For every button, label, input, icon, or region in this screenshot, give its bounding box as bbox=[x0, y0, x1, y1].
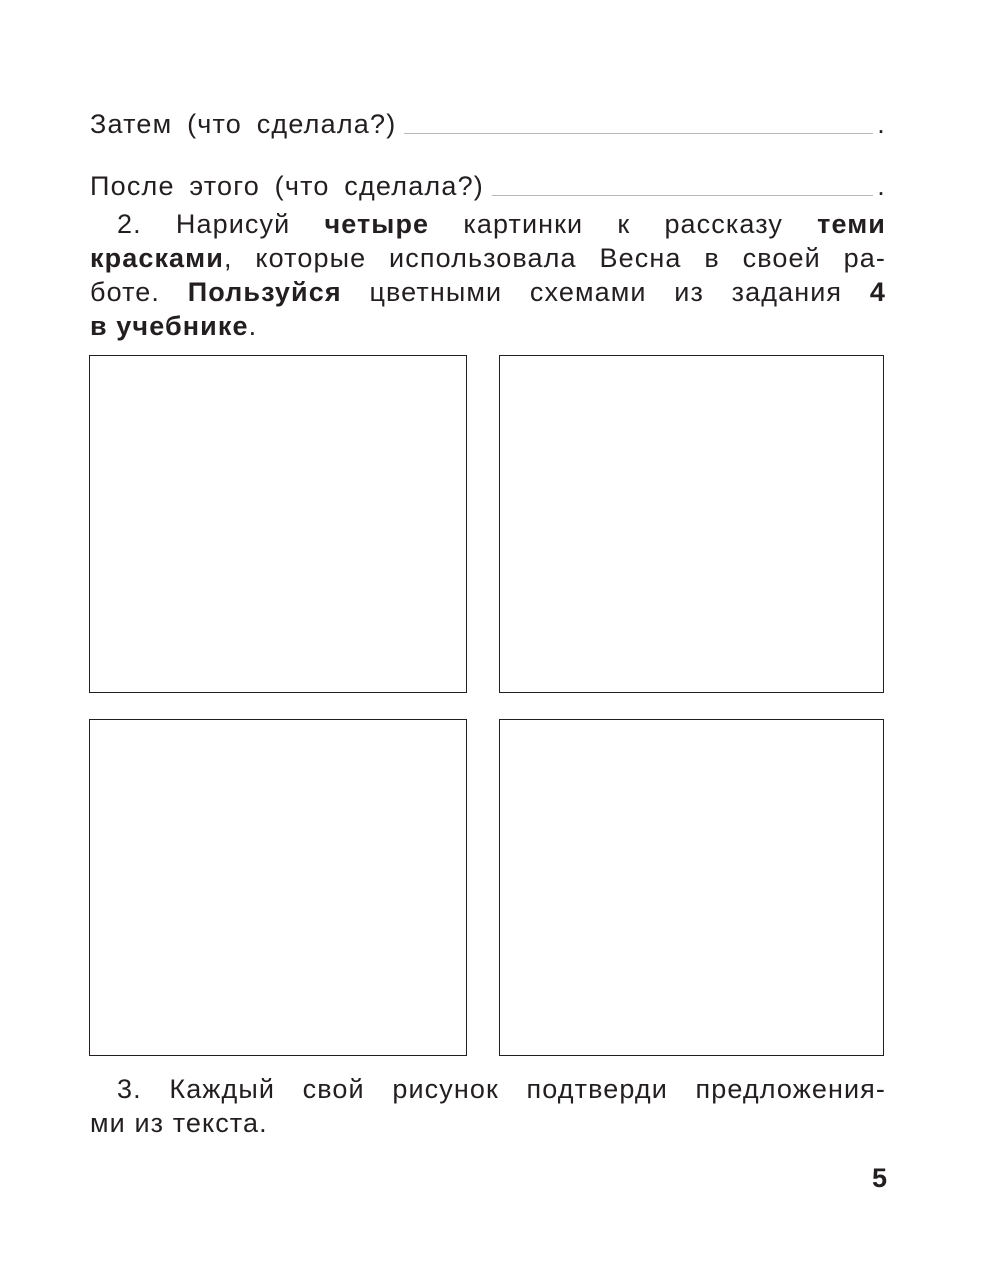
task-3-text bbox=[90, 1072, 886, 1140]
task-3-line-1: 3. Каждый свой рисунок подтверди предложения- bbox=[117, 1074, 886, 1104]
page-number: 5 bbox=[871, 1163, 887, 1193]
fill-line-then bbox=[90, 100, 886, 140]
drawing-box-4[interactable] bbox=[499, 719, 884, 1056]
prompt-after: После этого (что сделала?) bbox=[90, 171, 484, 201]
bold-word: теми bbox=[817, 209, 886, 239]
task-2-line-4: в учебнике. bbox=[90, 311, 258, 341]
bold-word: 4 bbox=[869, 277, 887, 307]
task-2-line-3: боте. Пользуйся цветными схемами из задания 4 bbox=[90, 277, 887, 307]
bold-word: Пользуйся bbox=[187, 277, 342, 307]
bold-word: четыре bbox=[324, 209, 430, 239]
bold-word: в учебнике bbox=[90, 311, 249, 341]
prompt-then: Затем (что сделала?) bbox=[90, 109, 397, 139]
answer-blank-after[interactable] bbox=[492, 195, 873, 196]
task-2-text bbox=[90, 207, 886, 343]
drawing-box-3[interactable] bbox=[89, 719, 467, 1056]
answer-blank-then[interactable] bbox=[404, 133, 873, 134]
task-2-line-2: красками, которые использовала Весна в своей ра- bbox=[90, 243, 886, 273]
period: . bbox=[877, 171, 886, 201]
fill-line-after bbox=[90, 162, 886, 202]
task-3-line-2: ми из текста. bbox=[90, 1108, 268, 1138]
bold-word: красками bbox=[90, 243, 224, 273]
drawing-box-1[interactable] bbox=[89, 355, 467, 693]
period: . bbox=[877, 109, 886, 139]
drawing-box-2[interactable] bbox=[499, 355, 884, 693]
task-2-line-1: 2. Нарисуй четыре картинки к рассказу теми bbox=[117, 209, 886, 239]
